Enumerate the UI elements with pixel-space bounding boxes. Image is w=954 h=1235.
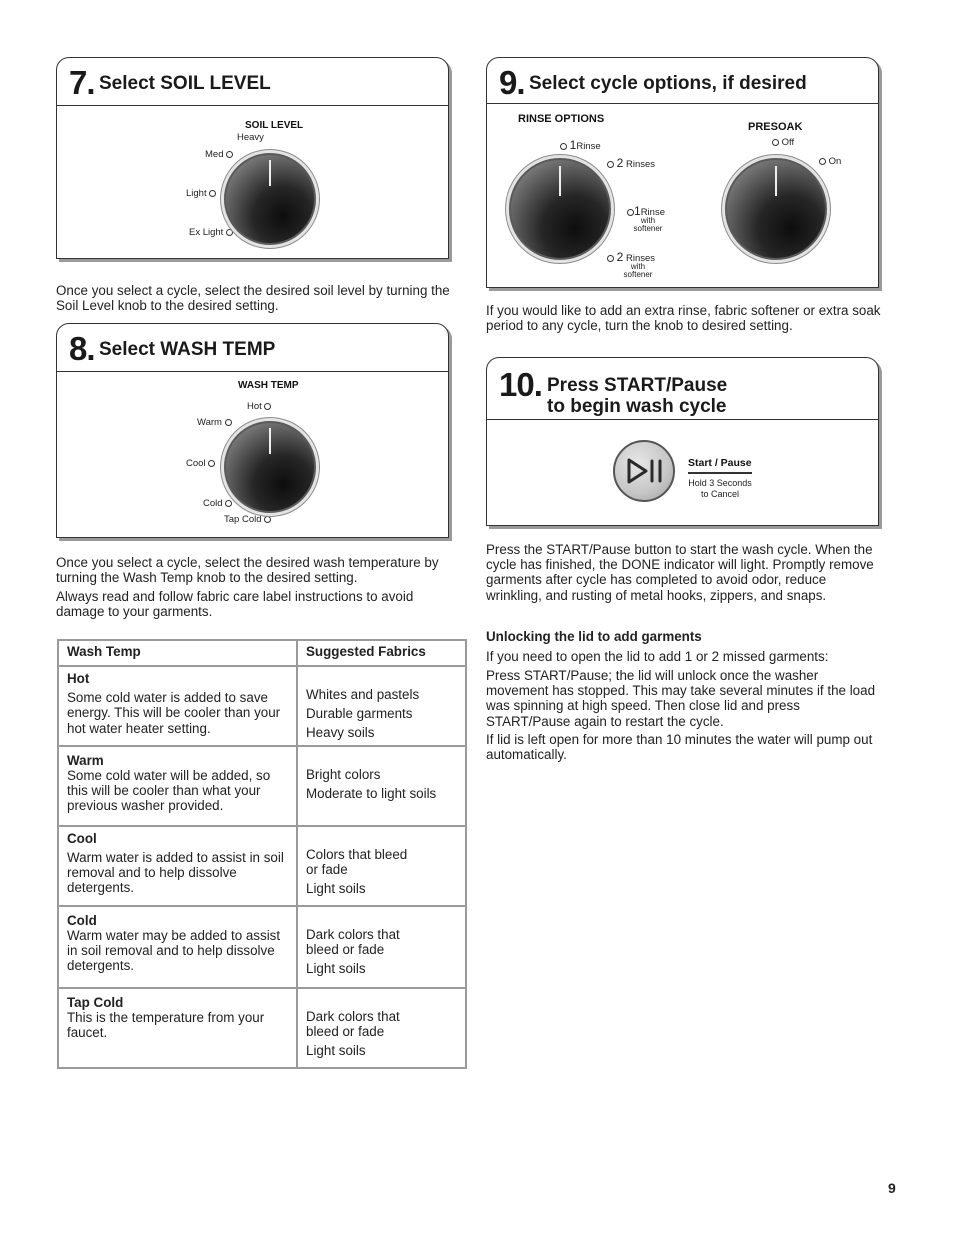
soil-light-indicator-dot bbox=[209, 190, 216, 197]
step-9-description: If you would like to add an extra rinse, fabric softener or extra soak period to any cycle, turn the knob to desired setting. bbox=[486, 303, 881, 334]
step-8-title: Select WASH TEMP bbox=[99, 339, 276, 360]
rinse-2-softener-indicator-dot bbox=[607, 255, 614, 262]
start-pause-button[interactable] bbox=[613, 440, 675, 502]
start-pause-underline bbox=[688, 472, 752, 474]
rinse-options-knob[interactable] bbox=[509, 158, 611, 260]
hold-to-cancel-hint: Hold 3 Seconds to Cancel bbox=[688, 478, 752, 499]
soil-level-knob-pointer bbox=[269, 160, 271, 186]
temp-cold-indicator-dot bbox=[225, 500, 232, 507]
table-cell-temp bbox=[58, 826, 297, 906]
temp-name: Tap Cold bbox=[67, 994, 124, 1010]
temp-description: This is the temperature from your faucet. bbox=[67, 1009, 265, 1041]
temp-name: Warm bbox=[67, 752, 104, 768]
table-cell-fabrics bbox=[297, 906, 466, 988]
step-9-header bbox=[487, 58, 878, 104]
temp-warm-indicator-dot bbox=[225, 419, 232, 426]
step-10-title-line1: Press START/Pause bbox=[547, 375, 728, 396]
table-row bbox=[58, 666, 466, 746]
step-7-panel bbox=[56, 57, 449, 259]
wash-temp-knob[interactable] bbox=[224, 421, 316, 513]
table-cell-temp bbox=[58, 988, 297, 1068]
table-cell-fabrics bbox=[297, 666, 466, 746]
temp-name: Hot bbox=[67, 671, 90, 686]
temp-description: Warm water may be added to assist in soil removal and to help dissolve detergents. bbox=[67, 927, 281, 974]
rinse-2-softener-label: 2 Rinses bbox=[607, 250, 655, 264]
soil-med-indicator-dot bbox=[226, 151, 233, 158]
rinse-options-heading: RINSE OPTIONS bbox=[518, 113, 605, 125]
unlock-instructions: Press START/Pause; the lid will unlock once the washer movement has stopped. This may take several minutes if the load was spinning at high speed. Then close lid and press START/Pause again to restart the cycle. bbox=[486, 668, 876, 729]
soil-ex-light-label: Ex Light bbox=[189, 227, 233, 238]
rinse-1-label: 1Rinse bbox=[560, 138, 601, 152]
soil-light-label: Light bbox=[186, 188, 216, 199]
temp-name: Cool bbox=[67, 830, 97, 846]
table-header-row bbox=[58, 640, 466, 666]
presoak-heading: PRESOAK bbox=[748, 121, 803, 133]
fabric-item: Durable garments bbox=[306, 706, 413, 722]
step-10-number: 10. bbox=[499, 366, 542, 403]
table-header-suggested-fabrics: Suggested Fabrics bbox=[297, 640, 466, 666]
temp-tap-cold-label: Tap Cold bbox=[224, 514, 271, 525]
temp-tap-cold-indicator-dot bbox=[264, 516, 271, 523]
temp-description: Some cold water is added to save energy. This will be cooler than your hot water heater setting. bbox=[67, 690, 281, 736]
table-row bbox=[58, 746, 466, 826]
step-7-header bbox=[57, 58, 448, 106]
soil-level-dial-heading: SOIL LEVEL bbox=[245, 120, 304, 131]
step-10-header bbox=[487, 358, 878, 420]
presoak-off-indicator-dot bbox=[772, 139, 779, 146]
step-8-panel bbox=[56, 323, 449, 538]
wash-temp-dial-heading: WASH TEMP bbox=[238, 380, 299, 391]
temp-cool-indicator-dot bbox=[208, 460, 215, 467]
rinse-2-label: 2 Rinses bbox=[607, 156, 655, 170]
page-number: 9 bbox=[888, 1180, 896, 1196]
temp-name: Cold bbox=[67, 912, 97, 928]
fabric-item: Dark colors that bleed or fade bbox=[306, 1008, 400, 1039]
presoak-knob[interactable] bbox=[725, 158, 827, 260]
step-8-number: 8. bbox=[69, 330, 95, 367]
presoak-on-indicator-dot bbox=[819, 158, 826, 165]
step-7-number: 7. bbox=[69, 64, 95, 101]
play-pause-icon bbox=[615, 442, 673, 500]
unlock-intro: If you need to open the lid to add 1 or 2 missed garments: bbox=[486, 649, 829, 664]
rinse-2-indicator-dot bbox=[607, 161, 614, 168]
fabric-item: Light soils bbox=[306, 961, 366, 977]
wash-temp-table bbox=[57, 639, 467, 1069]
fabric-care-note: Always read and follow fabric care label instructions to avoid damage to your garments. bbox=[56, 589, 414, 620]
rinse-options-knob-pointer bbox=[559, 166, 561, 196]
start-pause-label: Start / Pause bbox=[688, 457, 752, 469]
table-cell-fabrics bbox=[297, 988, 466, 1068]
unlock-auto-pump-note: If lid is left open for more than 10 minutes the water will pump out automatically. bbox=[486, 732, 873, 763]
temp-cool-label: Cool bbox=[186, 458, 215, 469]
table-cell-temp bbox=[58, 906, 297, 988]
fabric-item: Light soils bbox=[306, 881, 366, 897]
step-10-description: Press the START/Pause button to start the wash cycle. When the cycle has finished, the DONE indicator will light. Promptly remove garments after cycle has completed to avoid odor, reduce wrinkling, and rusting of metal hooks, zippers, and snaps. bbox=[486, 542, 874, 603]
table-cell-temp bbox=[58, 666, 297, 746]
rinse-1-softener-sublabel: with softener bbox=[633, 216, 663, 233]
soil-level-knob[interactable] bbox=[224, 153, 316, 245]
step-10-panel bbox=[486, 357, 879, 526]
table-header-wash-temp: Wash Temp bbox=[58, 640, 297, 666]
rinse-2-softener-sublabel: with softener bbox=[623, 262, 653, 279]
soil-ex-light-indicator-dot bbox=[226, 229, 233, 236]
presoak-off-label: Off bbox=[772, 137, 794, 148]
rinse-1-softener-indicator-dot bbox=[627, 209, 634, 216]
fabric-item: Light soils bbox=[306, 1043, 366, 1059]
step-7-title: Select SOIL LEVEL bbox=[99, 73, 271, 94]
presoak-on-label: On bbox=[819, 156, 841, 167]
step-8-description: Once you select a cycle, select the desired wash temperature by turning the Wash Temp knob to the desired setting. bbox=[56, 555, 439, 586]
step-7-description: Once you select a cycle, select the desired soil level by turning the Soil Level knob to the desired setting. bbox=[56, 283, 450, 314]
temp-cold-label: Cold bbox=[203, 498, 232, 509]
fabric-item: Moderate to light soils bbox=[306, 785, 437, 801]
temp-warm-label: Warm bbox=[197, 417, 232, 428]
presoak-knob-pointer bbox=[775, 166, 777, 196]
table-cell-fabrics bbox=[297, 826, 466, 906]
table-cell-fabrics bbox=[297, 746, 466, 826]
step-10-title-line2: to begin wash cycle bbox=[547, 396, 727, 417]
temp-description: Warm water is added to assist in soil removal and to help dissolve detergents. bbox=[67, 849, 284, 896]
temp-description: Some cold water will be added, so this will be cooler than what your previous washer provided. bbox=[67, 767, 271, 814]
step-8-header bbox=[57, 324, 448, 372]
step-9-number: 9. bbox=[499, 64, 525, 101]
table-row bbox=[58, 906, 466, 988]
table-row bbox=[58, 826, 466, 906]
soil-heavy-label: Heavy bbox=[237, 132, 264, 143]
step-9-panel bbox=[486, 57, 879, 288]
table-row bbox=[58, 988, 466, 1068]
fabric-item: Dark colors that bleed or fade bbox=[306, 926, 400, 957]
unlock-heading: Unlocking the lid to add garments bbox=[486, 629, 702, 644]
step-9-title: Select cycle options, if desired bbox=[529, 73, 807, 94]
fabric-item: Heavy soils bbox=[306, 725, 375, 741]
fabric-item: Whites and pastels bbox=[306, 687, 420, 702]
temp-hot-indicator-dot bbox=[264, 403, 271, 410]
wash-temp-knob-pointer bbox=[269, 428, 271, 454]
rinse-1-indicator-dot bbox=[560, 143, 567, 150]
fabric-item: Bright colors bbox=[306, 766, 381, 782]
rinse-1-softener-label: 1Rinse bbox=[627, 204, 665, 218]
fabric-item: Colors that bleed or fade bbox=[306, 846, 408, 877]
table-cell-temp bbox=[58, 746, 297, 826]
soil-med-label: Med bbox=[205, 149, 233, 160]
temp-hot-label: Hot bbox=[247, 401, 271, 412]
